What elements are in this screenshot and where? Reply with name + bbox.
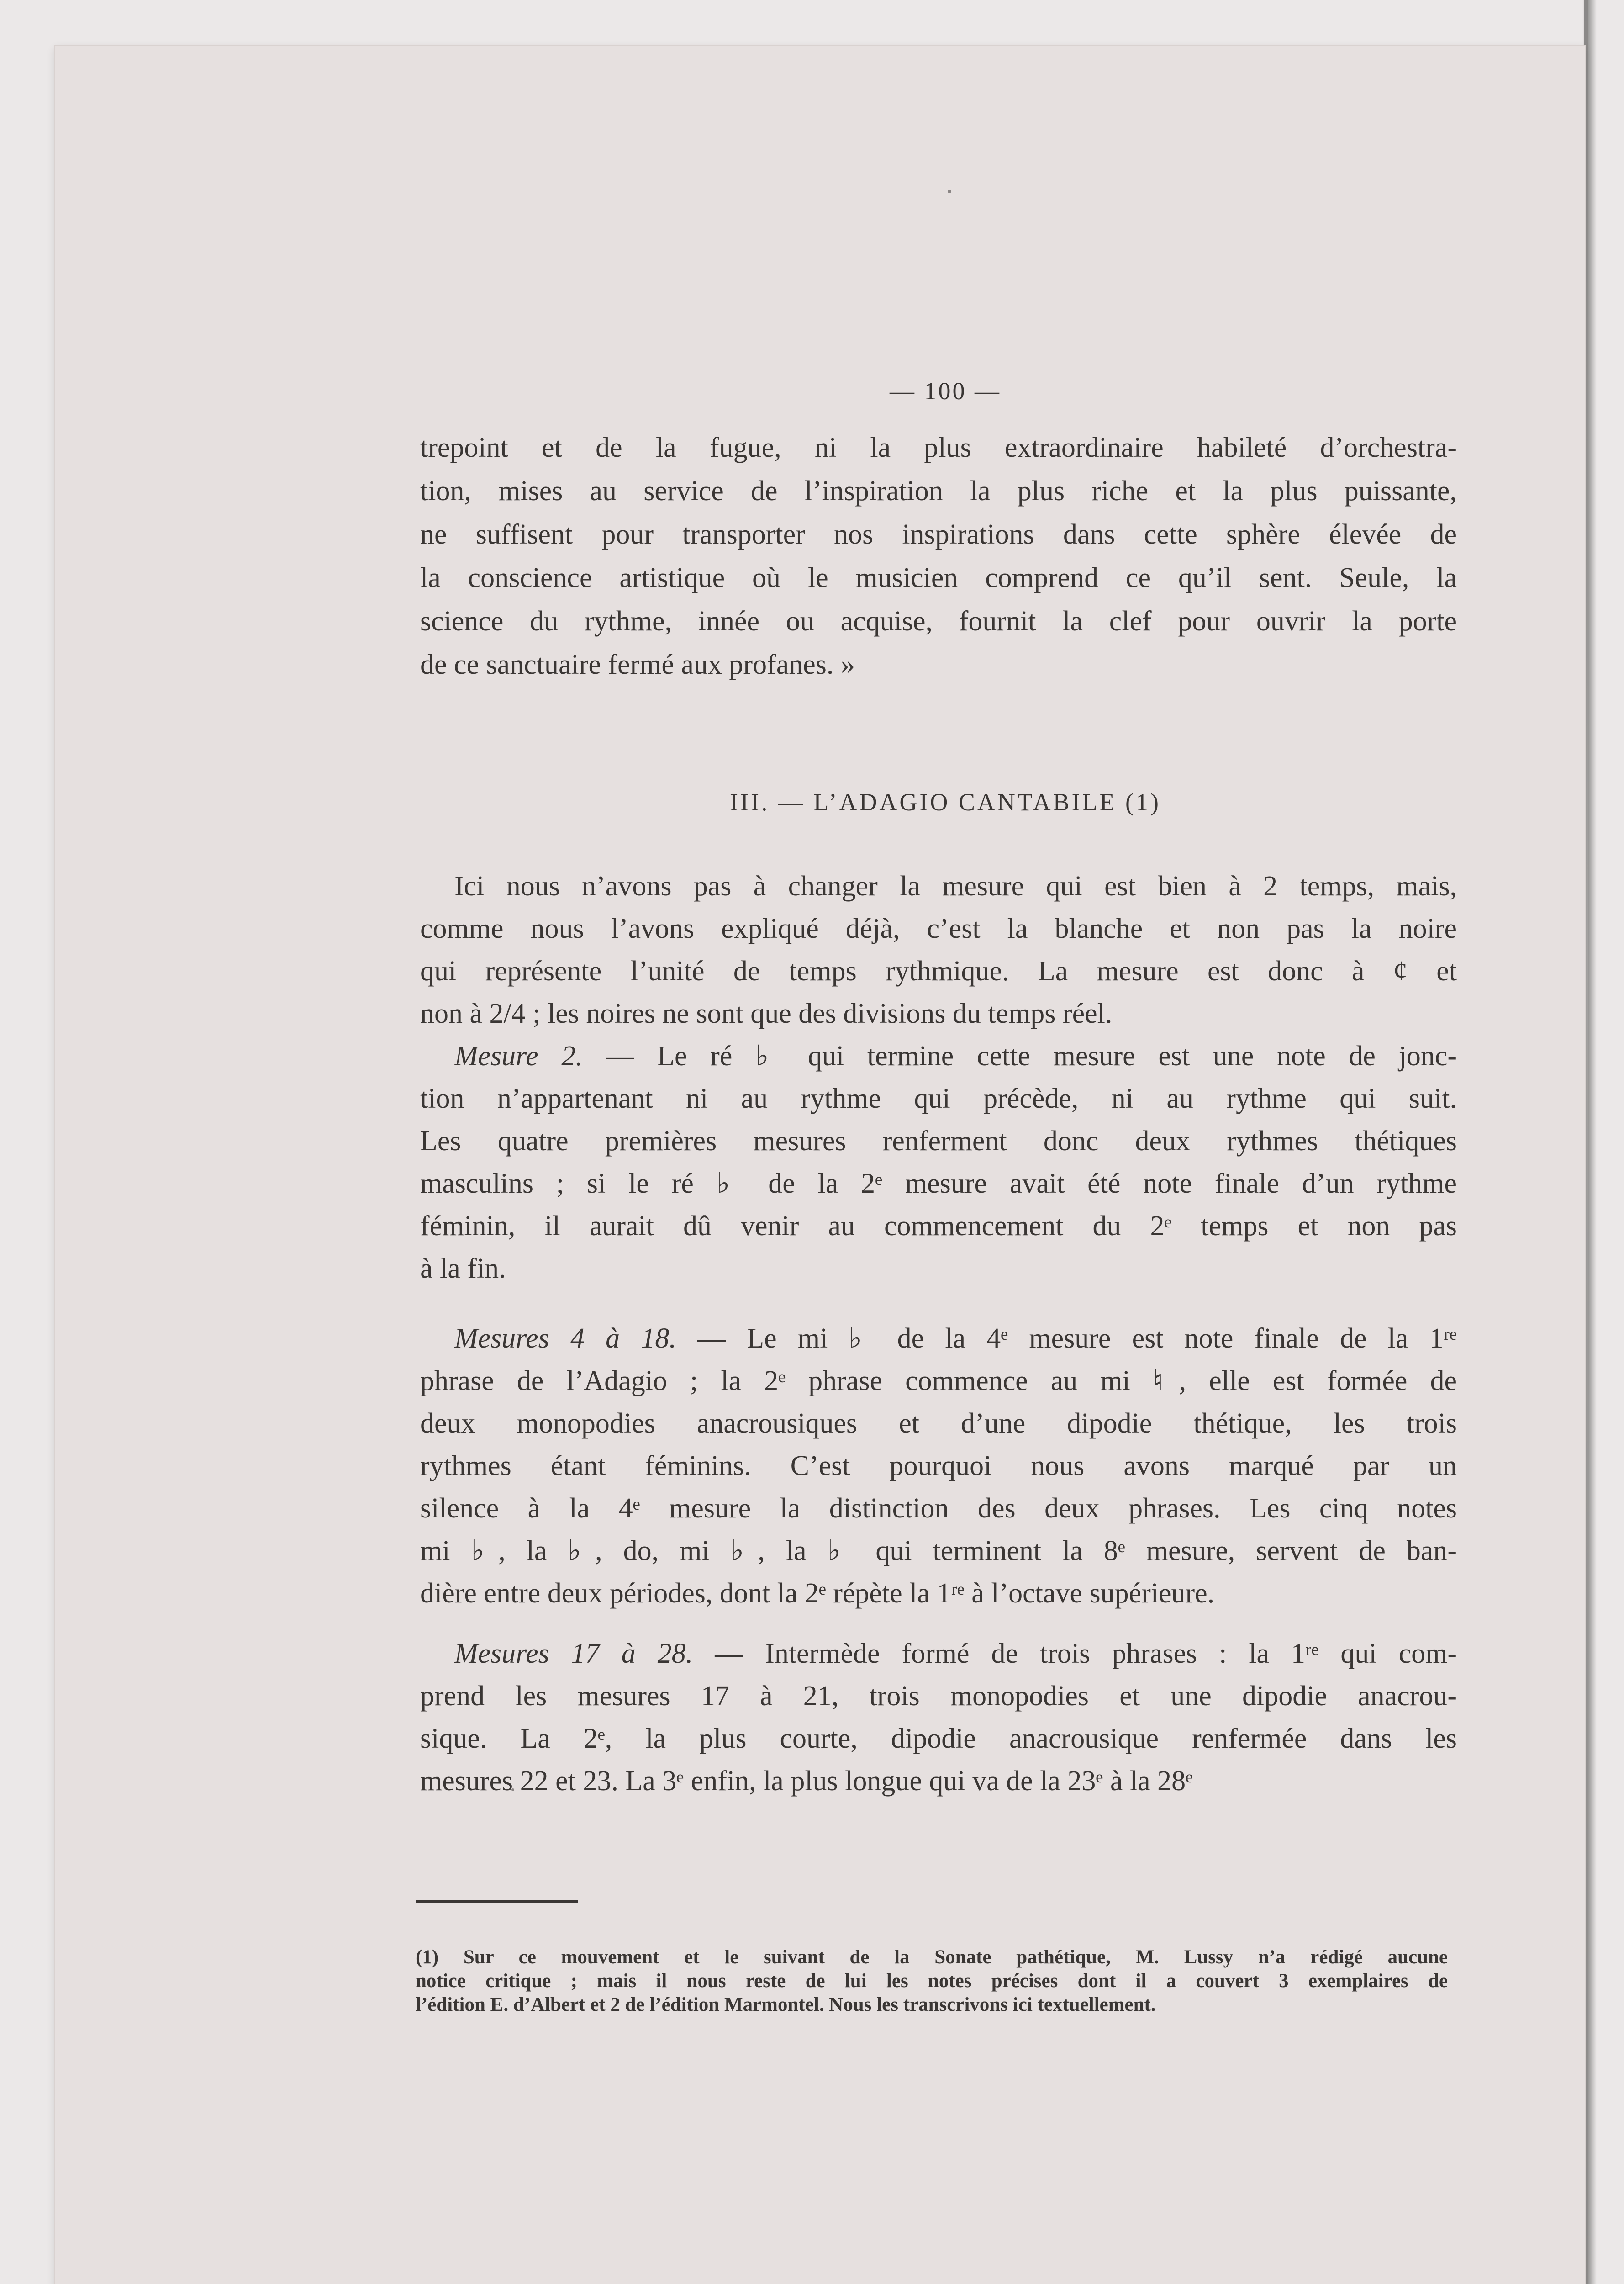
page-sheet bbox=[55, 46, 1585, 2284]
text-line: dière entre deux périodes, dont la 2ᵉ répète la 1ʳᵉ à l’octave supérieure. bbox=[420, 1578, 1215, 1609]
text-line: mi ♭, la ♭, do, mi ♭, la ♭ qui terminent la 8ᵉ mesure, servent de ban- bbox=[420, 1535, 1457, 1566]
text-line: rythmes étant féminins. C’est pourquoi nous avons marqué par un bbox=[420, 1450, 1457, 1481]
text-line: Les quatre premières mesures renferment donc deux rythmes thétiques bbox=[420, 1126, 1457, 1157]
text-line: deux monopodies anacrousiques et d’une dipodie thétique, les trois bbox=[420, 1408, 1457, 1439]
footnote-rule bbox=[416, 1900, 578, 1903]
text-line: masculins ; si le ré ♭ de la 2ᵉ mesure avait été note finale d’un rythme bbox=[420, 1168, 1457, 1199]
paragraph-first-line: Mesures 4 à 18. — Le mi ♭ de la 4ᵉ mesure est note finale de la 1ʳᵉ bbox=[454, 1323, 1457, 1354]
text-line: trepoint et de la fugue, ni la plus extraordinaire habileté d’orchestra- bbox=[420, 432, 1457, 463]
text-line: silence à la 4ᵉ mesure la distinction des deux phrases. Les cinq notes bbox=[420, 1493, 1457, 1524]
paper-speck bbox=[948, 190, 951, 193]
text-line: féminin, il aurait dû venir au commencement du 2ᵉ temps et non pas bbox=[420, 1211, 1457, 1242]
text-line: prend les mesures 17 à 21, trois monopodies et une dipodie anacrou- bbox=[420, 1681, 1457, 1712]
text-line: qui représente l’unité de temps rythmique. La mesure est donc à ¢ et bbox=[420, 956, 1457, 987]
text-line: à la fin. bbox=[420, 1253, 506, 1284]
text-line: tion n’appartenant ni au rythme qui précède, ni au rythme qui suit. bbox=[420, 1083, 1457, 1114]
paragraph-first-line: Mesure 2. — Le ré ♭ qui termine cette mesure est une note de jonc- bbox=[454, 1041, 1457, 1072]
text-line: la conscience artistique où le musicien comprend ce qu’il sent. Seule, la bbox=[420, 562, 1457, 593]
text-line: phrase de l’Adagio ; la 2ᵉ phrase commence au mi ♮, elle est formée de bbox=[420, 1365, 1457, 1396]
text-line: non à 2/4 ; les noires ne sont que des divisions du temps réel. bbox=[420, 998, 1113, 1029]
text-line: ne suffisent pour transporter nos inspirations dans cette sphère élevée de bbox=[420, 519, 1457, 550]
text-line: comme nous l’avons expliqué déjà, c’est la blanche et non pas la noire bbox=[420, 913, 1457, 944]
paragraph-lead: Mesure 2. bbox=[454, 1041, 583, 1072]
paragraph-lead: Mesures 4 à 18. bbox=[454, 1323, 676, 1354]
text-line: tion, mises au service de l’inspiration la plus riche et la plus puissante, bbox=[420, 476, 1457, 507]
text-line: science du rythme, innée ou acquise, fournit la clef pour ouvrir la porte bbox=[420, 606, 1457, 637]
footnote-line: l’édition E. d’Albert et 2 de l’édition Marmontel. Nous les transcrivons ici textuellement. bbox=[416, 1994, 1156, 2015]
paragraph-lead: Mesures 17 à 28. bbox=[454, 1638, 693, 1669]
footnote-line: notice critique ; mais il nous reste de lui les notes précises dont il a couvert 3 exemplaires de bbox=[416, 1970, 1448, 1992]
text-line: mesures 22 et 23. La 3ᵉ enfin, la plus longue qui va de la 23ᵉ à la 28ᵉ bbox=[420, 1766, 1193, 1797]
text-line: de ce sanctuaire fermé aux profanes. » bbox=[420, 649, 855, 680]
footnote-line: (1) Sur ce mouvement et le suivant de la Sonate pathétique, M. Lussy n’a rédigé aucune bbox=[416, 1946, 1448, 1968]
paragraph-first-line: Mesures 17 à 28. — Intermède formé de trois phrases : la 1ʳᵉ qui com- bbox=[454, 1638, 1457, 1669]
text-line: sique. La 2ᵉ, la plus courte, dipodie anacrousique renfermée dans les bbox=[420, 1723, 1457, 1754]
text-line: Ici nous n’avons pas à changer la mesure qui est bien à 2 temps, mais, bbox=[454, 871, 1457, 902]
section-heading: III. — L’ADAGIO CANTABILE (1) bbox=[729, 788, 1161, 816]
page-number: — 100 — bbox=[890, 377, 1001, 405]
